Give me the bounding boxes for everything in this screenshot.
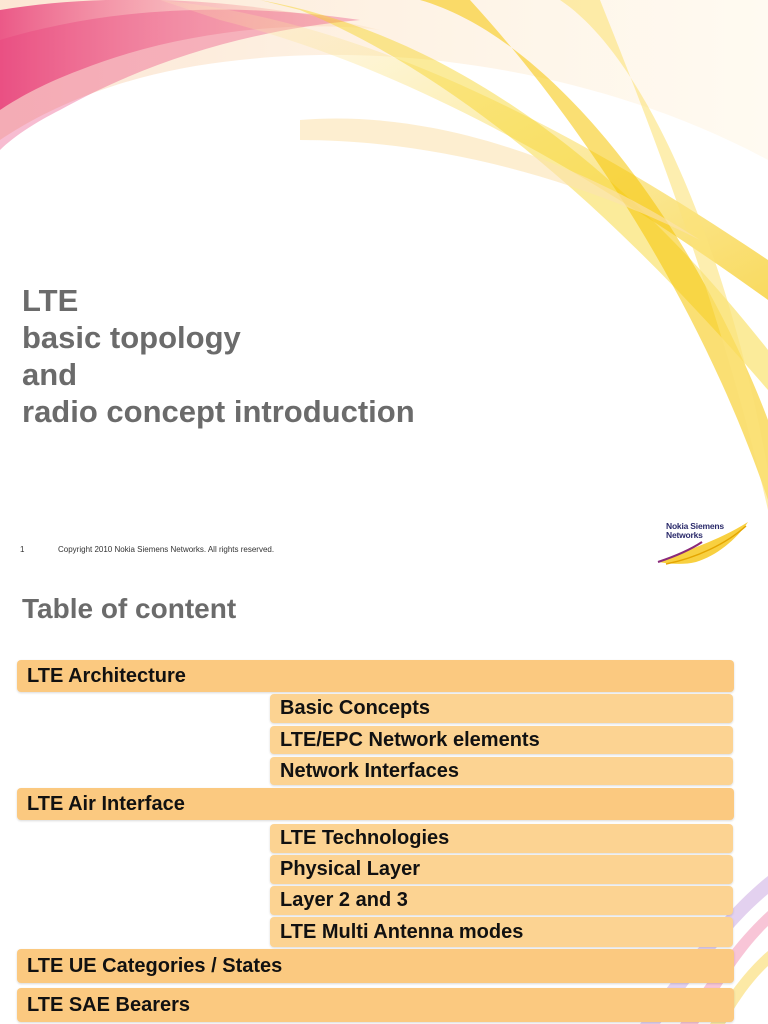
title-line: radio concept introduction bbox=[22, 394, 415, 429]
logo-line: Nokia Siemens bbox=[666, 521, 724, 531]
logo-line: Networks bbox=[666, 530, 703, 540]
toc-subitem-network-elements[interactable]: LTE/EPC Network elements bbox=[270, 726, 733, 754]
toc-item-lte-air-interface[interactable]: LTE Air Interface bbox=[17, 788, 734, 820]
toc-subitem-layer-2-and-3[interactable]: Layer 2 and 3 bbox=[270, 886, 733, 915]
slide-title bbox=[22, 282, 415, 430]
title-line: LTE bbox=[22, 283, 79, 318]
title-line: and bbox=[22, 357, 78, 392]
toc-heading: Table of content bbox=[22, 593, 237, 624]
toc-subitem-network-interfaces[interactable]: Network Interfaces bbox=[270, 757, 733, 785]
company-logo bbox=[656, 520, 756, 568]
toc-item-lte-architecture[interactable]: LTE Architecture bbox=[17, 660, 734, 692]
toc-item-ue-categories[interactable]: LTE UE Categories / States bbox=[17, 949, 734, 983]
toc-slide bbox=[0, 576, 768, 1024]
page-number: 1 bbox=[20, 545, 25, 554]
toc-subitem-basic-concepts[interactable]: Basic Concepts bbox=[270, 694, 733, 723]
toc-subitem-lte-technologies[interactable]: LTE Technologies bbox=[270, 824, 733, 853]
title-line: basic topology bbox=[22, 320, 241, 355]
toc-subitem-multi-antenna[interactable]: LTE Multi Antenna modes bbox=[270, 917, 733, 947]
logo-wordmark bbox=[666, 522, 724, 540]
copyright-notice: Copyright 2010 Nokia Siemens Networks. All rights reserved. bbox=[58, 545, 275, 554]
toc-subitem-physical-layer[interactable]: Physical Layer bbox=[270, 855, 733, 884]
toc-item-sae-bearers[interactable]: LTE SAE Bearers bbox=[17, 988, 734, 1022]
